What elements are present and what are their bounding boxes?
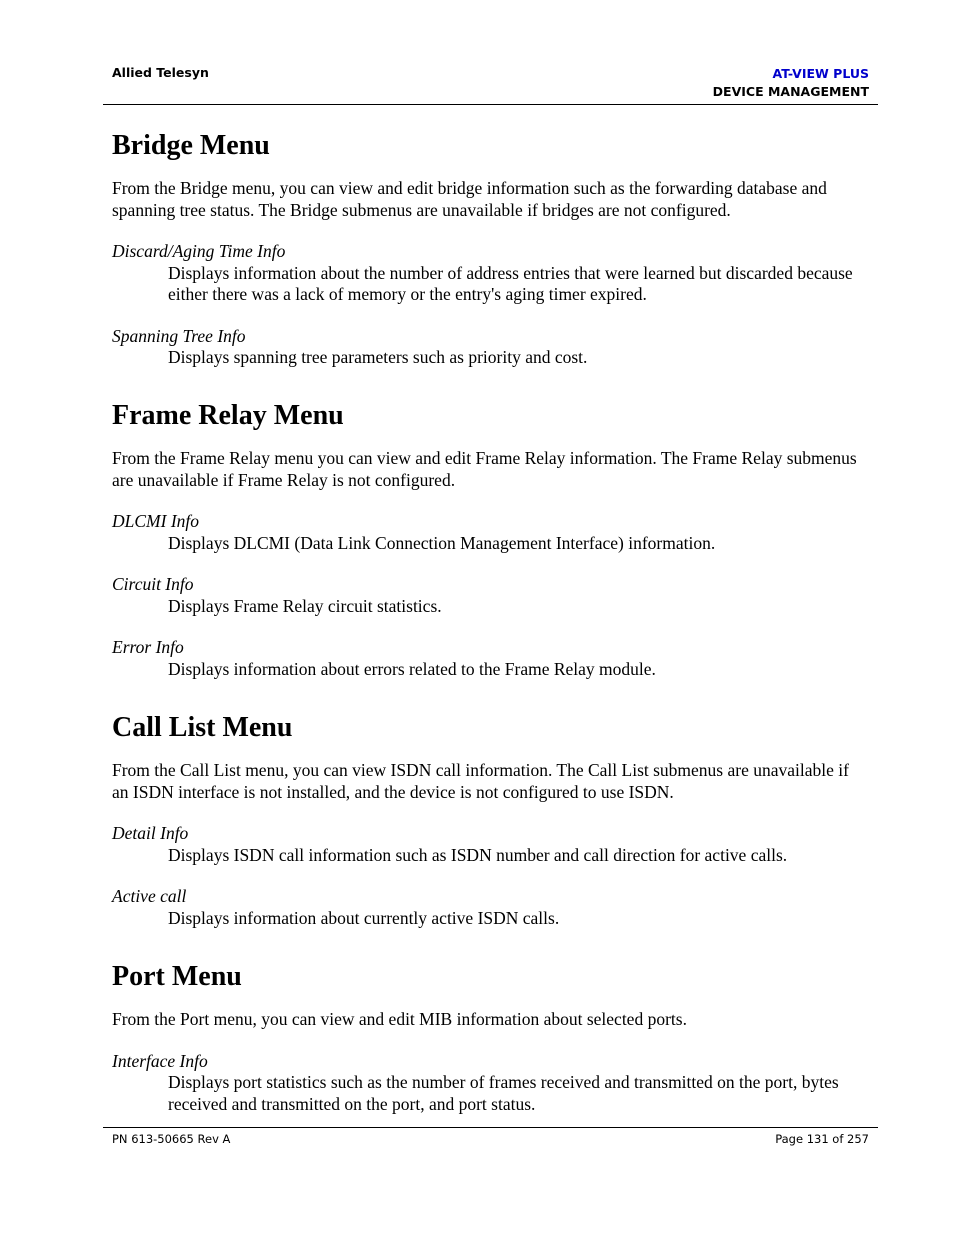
item-description: Displays spanning tree parameters such as priority and cost. [168, 347, 588, 367]
footer-part-number: PN 613-50665 Rev A [112, 1132, 231, 1146]
item-description: Displays Frame Relay circuit statistics. [168, 595, 442, 616]
item-description: Displays information about currently active ISDN calls. [168, 907, 560, 928]
item-title: Error Info [112, 637, 184, 657]
section-title: Bridge Menu [112, 130, 270, 161]
item-description: Displays DLCMI (Data Link Connection Management Interface) information. [168, 532, 716, 553]
item-description: Displays ISDN call information such as ISDN number and call direction for active calls. [168, 844, 788, 865]
header-section: DEVICE MANAGEMENT [712, 84, 869, 99]
footer-divider [103, 1127, 878, 1128]
header-product: AT-VIEW PLUS [772, 66, 869, 81]
menu-item-spanning-tree [112, 326, 862, 369]
section-title: Call List Menu [112, 712, 293, 743]
section-title: Frame Relay Menu [112, 400, 344, 431]
section-intro: From the Call List menu, you can view ISDN call information. The Call List submenus are unavailable if an ISDN interface is not installed, and the device is not configured to use ISDN. [112, 760, 849, 802]
item-description: Displays information about errors related to the Frame Relay module. [168, 658, 656, 679]
menu-item-discard-aging [112, 241, 862, 306]
footer-page-number: Page 131 of 257 [775, 1132, 869, 1146]
item-description: Displays information about the number of address entries that were learned but discarded because either there was a lack of memory or the entry's aging timer expired. [168, 262, 853, 304]
item-title: Discard/Aging Time Info [112, 241, 286, 261]
menu-item-active-call [112, 886, 862, 929]
item-title: Detail Info [112, 823, 189, 843]
section-bridge-menu [112, 128, 862, 389]
item-title: Circuit Info [112, 574, 194, 594]
menu-item-circuit [112, 574, 862, 617]
item-description: Displays port statistics such as the number of frames received and transmitted on the port, bytes received and transmitted on the port, and port status. [168, 1072, 839, 1114]
menu-item-interface [112, 1051, 862, 1116]
menu-item-dlcmi [112, 511, 862, 554]
section-port-menu [112, 959, 862, 1135]
item-title: DLCMI Info [112, 511, 200, 531]
section-intro: From the Port menu, you can view and edit MIB information about selected ports. [112, 1009, 687, 1029]
section-title: Port Menu [112, 961, 242, 992]
section-frame-relay-menu [112, 398, 862, 700]
section-intro: From the Bridge menu, you can view and edit bridge information such as the forwarding database and spanning tree status. The Bridge submenus are unavailable if bridges are not configured. [112, 178, 827, 220]
menu-item-detail [112, 823, 862, 866]
item-title: Active call [112, 886, 187, 906]
header-divider [103, 104, 878, 105]
item-title: Spanning Tree Info [112, 325, 246, 346]
header-right [713, 65, 869, 101]
section-call-list-menu [112, 710, 862, 949]
menu-item-error [112, 637, 862, 680]
section-intro: From the Frame Relay menu you can view and edit Frame Relay information. The Frame Relay submenus are unavailable if Frame Relay is not configured. [112, 448, 857, 490]
item-title: Interface Info [112, 1050, 208, 1071]
header-company: Allied Telesyn [112, 65, 209, 80]
